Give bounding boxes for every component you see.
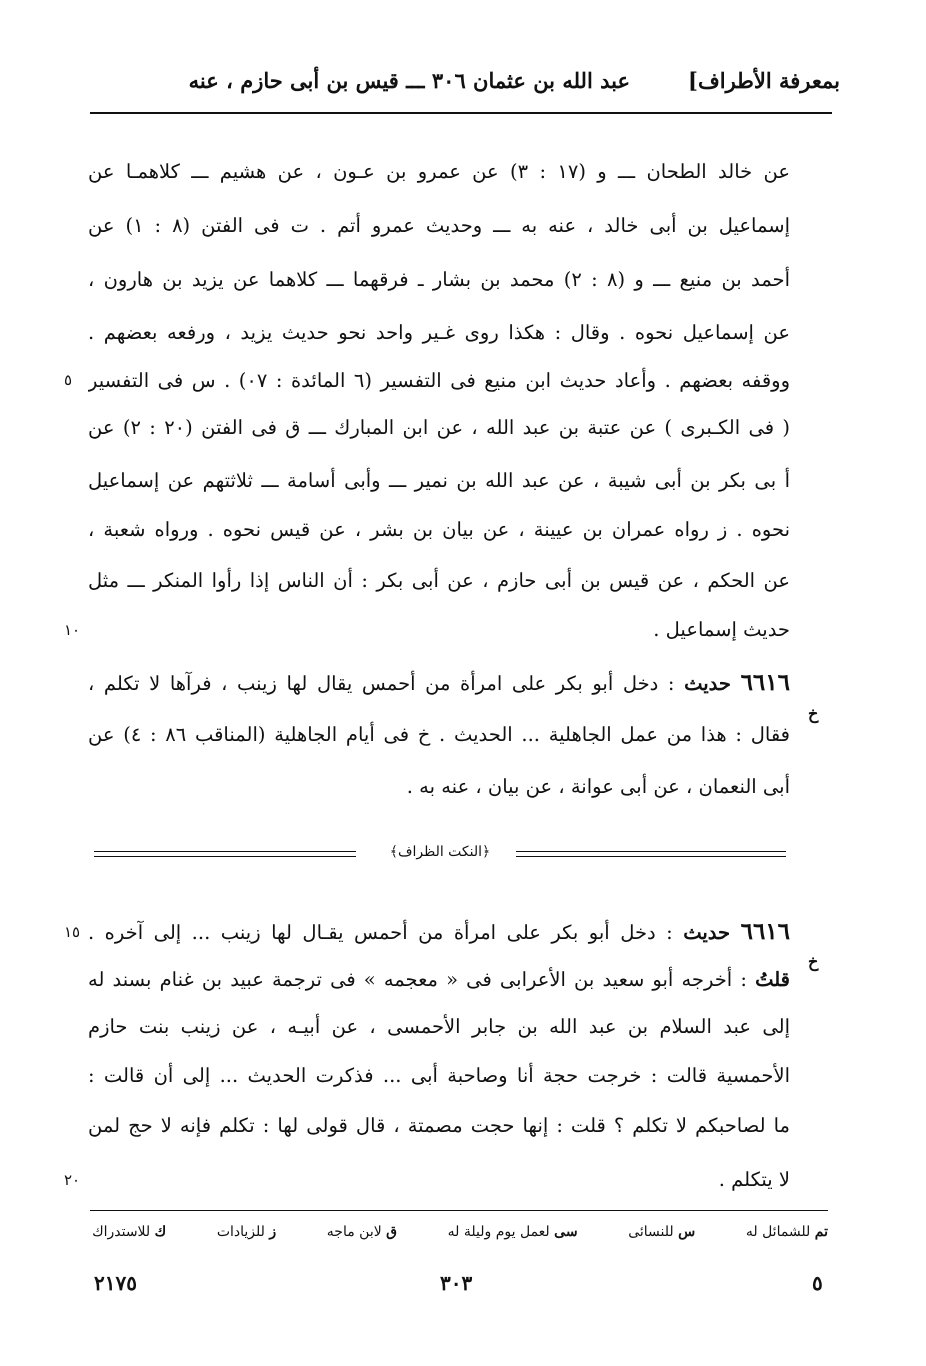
body-line: أحمد بن منيع ـــ و (٨ : ٢) محمد بن بشار ـ فرقهما ـــ كلاهما عن يزيد بن هارون ، bbox=[88, 268, 790, 291]
margin-line-number: ٢٠ bbox=[64, 1171, 81, 1189]
margin-line-number: ١٠ bbox=[64, 621, 81, 639]
hadith-line: فقال : هذا من عمل الجاهلية ... الحديث . خ فى أيام الجاهلية (المناقب ٨٦ : ٤) عن bbox=[88, 723, 790, 746]
body-line: عن خالد الطحان ـــ و (١٧ : ٣) عن عمرو بن عـون ، عن هشيم ـــ كلاهمـا عن bbox=[88, 160, 790, 183]
hadith-number: ٦٦١٦ bbox=[740, 669, 790, 696]
body-line: نحوه . ز رواه عمران بن عيينة ، عن بيان بن بشر ، عن قيس نحوه . ورواه شعبة ، bbox=[88, 518, 790, 541]
hadith-label: حديث bbox=[684, 672, 731, 695]
abbrev-item: تم للشمائل له bbox=[745, 1224, 828, 1240]
side-mark: خ bbox=[808, 704, 819, 723]
side-mark: خ bbox=[808, 952, 819, 971]
nukat-line bbox=[88, 960, 790, 1000]
margin-line-number: ١٥ bbox=[64, 923, 81, 941]
body-line: أ بى بكر بن أبى شيبة ، عن عبد الله بن نمير ـــ وأبى أسامة ـــ ثلاثتهم عن إسماعيل bbox=[88, 469, 790, 492]
nukat-line: الأحمسية قالت : خرجت حجة أنا وصاحبة أبى ... فذكرت الحديث ... إلى أن قالت : bbox=[88, 1064, 790, 1087]
divider-rule-right bbox=[516, 851, 786, 857]
footnote-rule bbox=[90, 1210, 828, 1211]
margin-line-number: ٥ bbox=[64, 371, 73, 389]
abbrev-item: ك للاستدراك bbox=[92, 1224, 167, 1240]
hadith-text: : دخل أبو بكر على امرأة من أحمس يقـال لها زينب ... إلى آخره . bbox=[88, 921, 673, 944]
hadith-label: حديث bbox=[683, 921, 731, 944]
qult-label: قلتُ bbox=[755, 968, 790, 991]
header-chapter-title: عبد الله بن عثمان ٣٠٦ ـــ قيس بن أبى حازم ، عنه bbox=[188, 68, 630, 93]
sequence-number: ٢١٧٥ bbox=[94, 1271, 137, 1295]
divider-rule-left bbox=[94, 851, 356, 857]
hadith-text: : دخل أبو بكر على امرأة من أحمس يقال لها زينب ، فرآها لا تكلم ، bbox=[88, 672, 675, 695]
body-line: ( فى الكـبرى ) عن عتبة بن عبد الله ، عن ابن المبارك ـــ ق فى الفتن (٢٠ : ٢) عن bbox=[88, 416, 790, 439]
nukat-line: لا يتكلم . bbox=[718, 1168, 790, 1191]
nukat-line: ما لصاحبكم لا تكلم ؟ قلت : إنها حجت مصمتة ، قال قولى لها : تكلم فإنه لا حج لمن bbox=[88, 1114, 790, 1137]
abbrev-item: ز للزيادات bbox=[216, 1224, 277, 1240]
body-line: حديث إسماعيل . bbox=[653, 618, 790, 641]
nukat-line bbox=[88, 912, 790, 952]
header-rule bbox=[90, 112, 832, 114]
body-line: ووقفه بعضهم . وأعاد حديث ابن منيع فى التفسير (٦ المائدة : ٠٧) . س فى التفسير bbox=[88, 369, 790, 392]
body-line: عن الحكم ، عن قيس بن أبى حازم ، عن أبى بكر : أن الناس إذا رأوا المنكر ـــ مثل bbox=[88, 569, 790, 592]
nukat-text: : أخرجه أبو سعيد بن الأعرابى فى « معجمه » فى ترجمة عبيد بن غنام بسند له bbox=[88, 968, 747, 991]
abbrev-item: س للنسائى bbox=[628, 1224, 696, 1240]
running-header bbox=[84, 68, 840, 102]
header-book-title: بمعرفة الأطراف] bbox=[688, 68, 840, 93]
hadith-line: أبى النعمان ، عن أبى عوانة ، عن بيان ، عنه به . bbox=[406, 775, 790, 798]
page-number: ٣٠٣ bbox=[440, 1271, 473, 1295]
nukat-line: إلى عبد السلام بن عبد الله بن جابر الأحمسى ، عن أبيـه ، عن زينب بنت حازم bbox=[88, 1015, 790, 1038]
body-line: عن إسماعيل نحوه . وقال : هكذا روى غـير واحد نحو حديث يزيد ، ورفعه بعضهم . bbox=[88, 321, 790, 344]
abbrev-item: سى لعمل يوم وليلة له bbox=[447, 1224, 578, 1240]
hadith-line bbox=[88, 663, 790, 703]
hadith-number: ٦٦١٦ bbox=[740, 918, 790, 945]
volume-number: ٥ bbox=[812, 1271, 823, 1295]
abbreviation-key bbox=[92, 1224, 828, 1254]
body-line: إسماعيل بن أبى خالد ، عنه به ـــ وحديث عمرو أتم . ت فى الفتن (٨ : ١) عن bbox=[88, 214, 790, 237]
divider-label: ﴿النكت الظراف﴾ bbox=[389, 844, 491, 860]
section-divider bbox=[94, 846, 786, 868]
abbrev-item: ق لابن ماجه bbox=[326, 1224, 398, 1240]
